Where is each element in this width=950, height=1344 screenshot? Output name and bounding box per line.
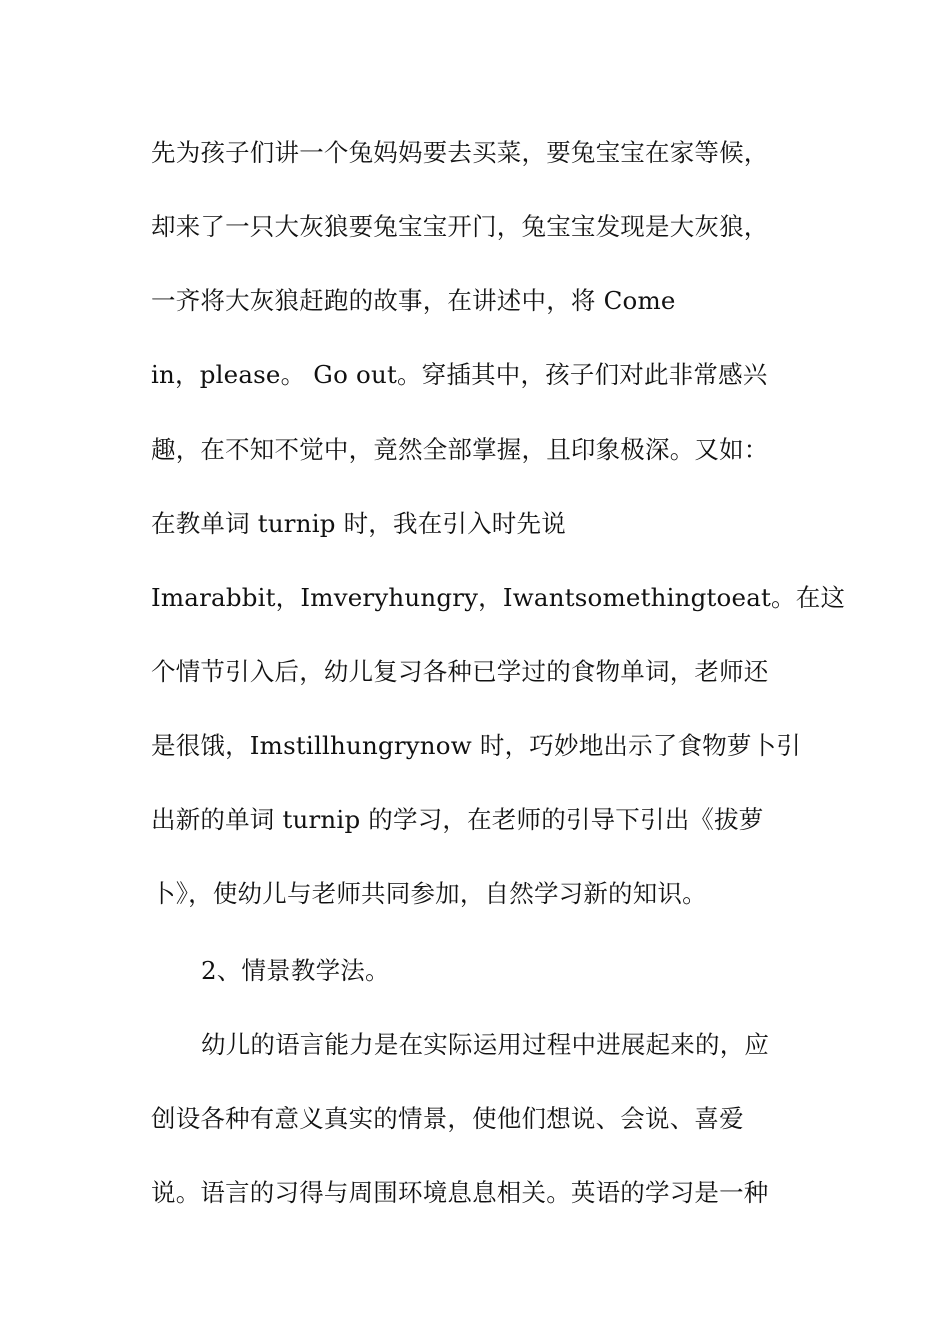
text-line: in，please。 Go out。穿插其中，孩子们对此非常感兴 xyxy=(151,360,768,389)
text-line: 趣，在不知不觉中，竟然全部掌握，且印象极深。又如： xyxy=(151,435,769,464)
text-line: 是很饿，Imstillhungrynow 时，巧妙地出示了食物萝卜引 xyxy=(151,731,801,760)
text-line: 一齐将大灰狼赶跑的故事，在讲述中，将 Come xyxy=(151,286,676,315)
text-line: 在教单词 turnip 时，我在引入时先说 xyxy=(151,509,566,538)
text-line: 幼儿的语言能力是在实际运用过程中进展起来的，应 xyxy=(201,1030,770,1059)
text-line: 创设各种有意义真实的情景，使他们想说、会说、喜爱 xyxy=(151,1104,744,1133)
section-heading: 2、情景教学法。 xyxy=(201,956,390,985)
text-line: 先为孩子们讲一个兔妈妈要去买菜，要兔宝宝在家等候， xyxy=(151,138,769,167)
text-line: Imarabbit，Imveryhungry，Iwantsomethingtoeat。在这 xyxy=(151,583,846,612)
text-line: 说。语言的习得与周围环境息息相关。英语的学习是一种 xyxy=(151,1178,769,1207)
text-line: 却来了一只大灰狼要兔宝宝开门，兔宝宝发现是大灰狼， xyxy=(151,212,769,241)
text-line: 出新的单词 turnip 的学习，在老师的引导下引出《拔萝 xyxy=(151,805,764,834)
text-line: 卜》，使幼儿与老师共同参加，自然学习新的知识。 xyxy=(151,879,707,908)
text-line: 个情节引入后，幼儿复习各种已学过的食物单词，老师还 xyxy=(151,657,769,686)
